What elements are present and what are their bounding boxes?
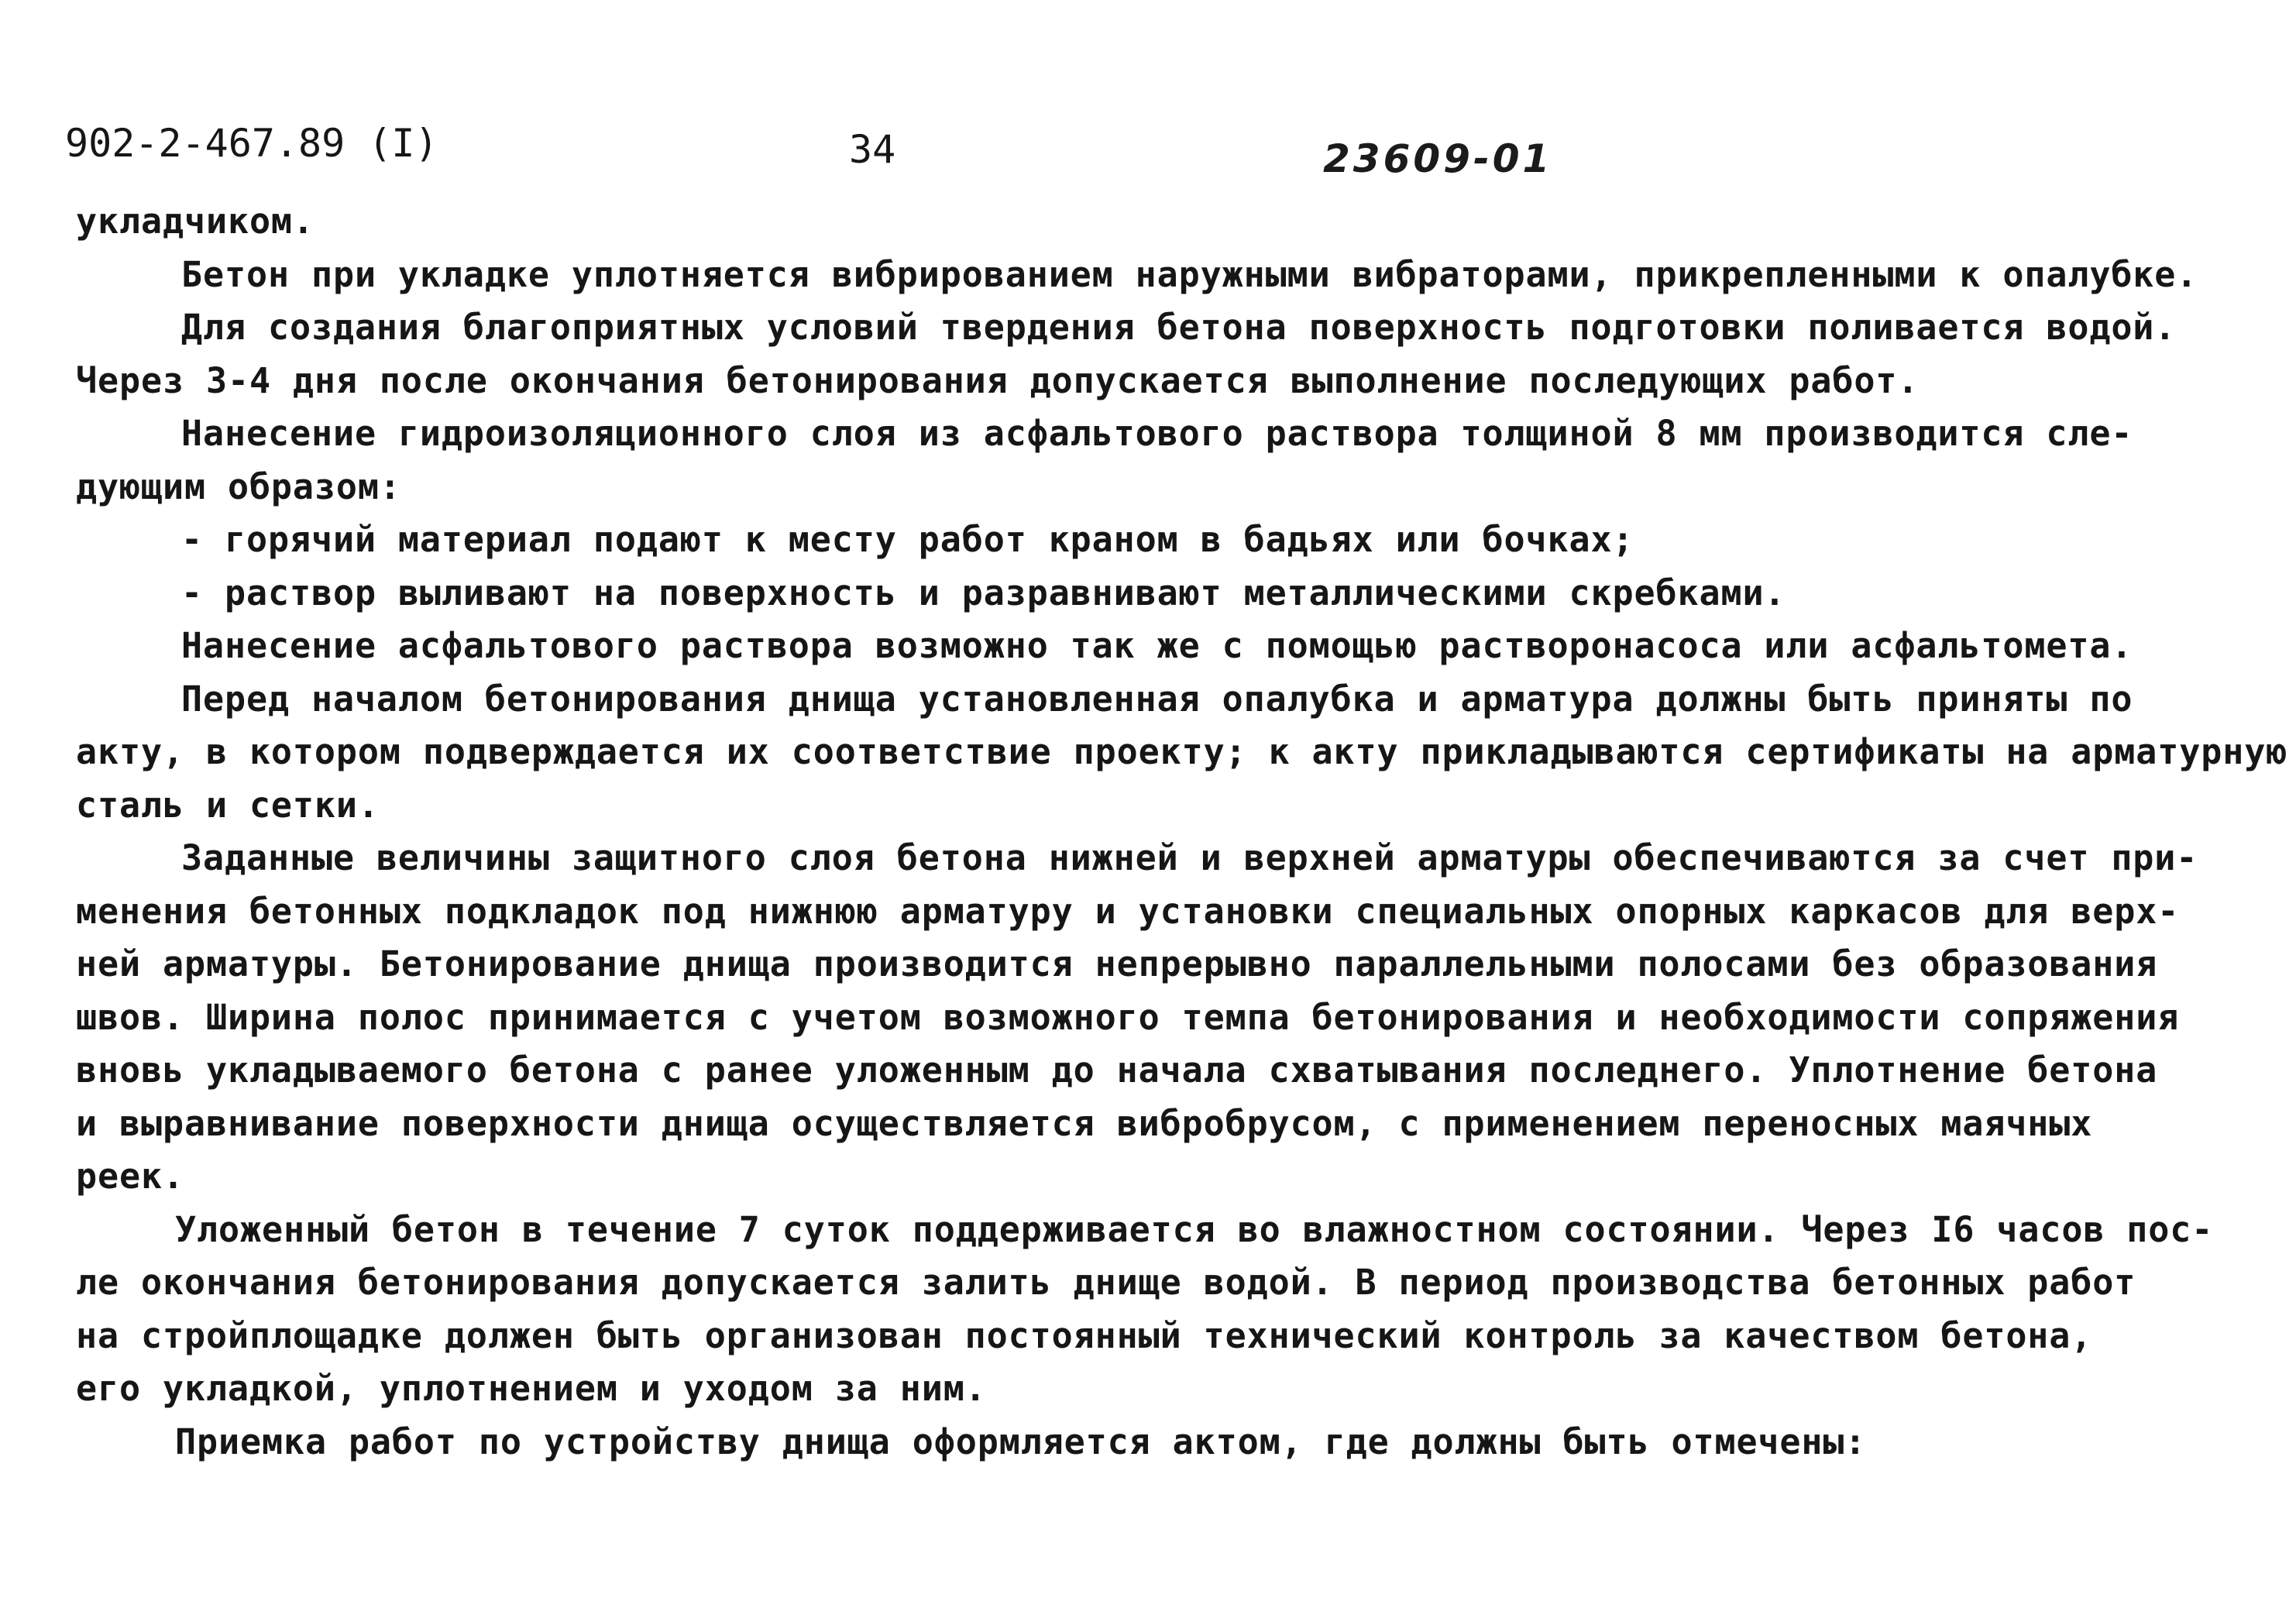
text-line: Через 3-4 дня после окончания бетонирования допускается выполнение последующих работ. xyxy=(76,359,1920,401)
text-line: сталь и сетки. xyxy=(76,784,380,826)
list-item: - раствор выливают на поверхность и разравнивают металлическими скребками. xyxy=(181,572,1786,613)
text-line: акту, в котором подверждается их соответствие проекту; к акту прикладываются сертификаты на арматурную xyxy=(76,731,2288,772)
text-line: на стройплощадке должен быть организован постоянный технический контроль за качеством бетона, xyxy=(76,1314,2093,1356)
text-line: менения бетонных подкладок под нижнюю арматуру и установки специальных опорных каркасов для верх- xyxy=(76,890,2180,932)
text-line: его укладкой, уплотнением и уходом за ним. xyxy=(76,1368,987,1409)
text-line: Перед началом бетонирования днища установленная опалубка и арматура должны быть приняты по xyxy=(181,678,2133,720)
text-line: Для создания благоприятных условий твердения бетона поверхность подготовки поливается водой. xyxy=(181,307,2177,348)
body-text xyxy=(76,195,2288,1469)
sheet-number: 34 xyxy=(849,127,896,172)
text-line: Заданные величины защитного слоя бетона нижней и верхней арматуры обеспечиваются за счет при- xyxy=(181,837,2198,878)
text-line: Бетон при укладке уплотняется вибрированием наружными вибраторами, прикрепленными к опалубке. xyxy=(181,253,2198,295)
text-line: Нанесение гидроизоляционного слоя из асфальтового раствора толщиной 8 мм производится сле- xyxy=(181,413,2133,454)
list-item: - горячий материал подают к месту работ краном в бадьях или бочках; xyxy=(181,519,1634,560)
document-code: 902-2-467.89 (I) xyxy=(65,121,438,166)
archive-number-handwritten: 23609-01 xyxy=(1323,136,1553,181)
page-header xyxy=(0,116,2296,181)
text-line: вновь укладываемого бетона с ранее уложенным до начала схватывания последнего. Уплотнение бетона xyxy=(76,1050,2158,1091)
text-line: ле окончания бетонирования допускается залить днище водой. В период производства бетонных работ xyxy=(76,1262,2136,1303)
text-line: реек. xyxy=(76,1156,184,1197)
text-line: швов. Ширина полос принимается с учетом возможного темпа бетонирования и необходимости сопряжения xyxy=(76,996,2180,1038)
text-line: укладчиком. xyxy=(76,201,314,242)
text-line: Уложенный бетон в течение 7 суток поддерживается во влажностном состоянии. Через I6 часов пос- xyxy=(175,1208,2214,1250)
text-line: ней арматуры. Бетонирование днища производится непрерывно параллельными полосами без образования xyxy=(76,943,2158,984)
text-line: дующим образом: xyxy=(76,466,401,507)
text-line: Нанесение асфальтового раствора возможно так же с помощью растворонасоса или асфальтомета. xyxy=(181,625,2133,666)
text-line: и выравнивание поверхности днища осуществляется вибробрусом, с применением переносных маячных xyxy=(76,1102,2093,1144)
text-line: Приемка работ по устройству днища оформляется актом, где должны быть отмечены: xyxy=(175,1421,1867,1462)
